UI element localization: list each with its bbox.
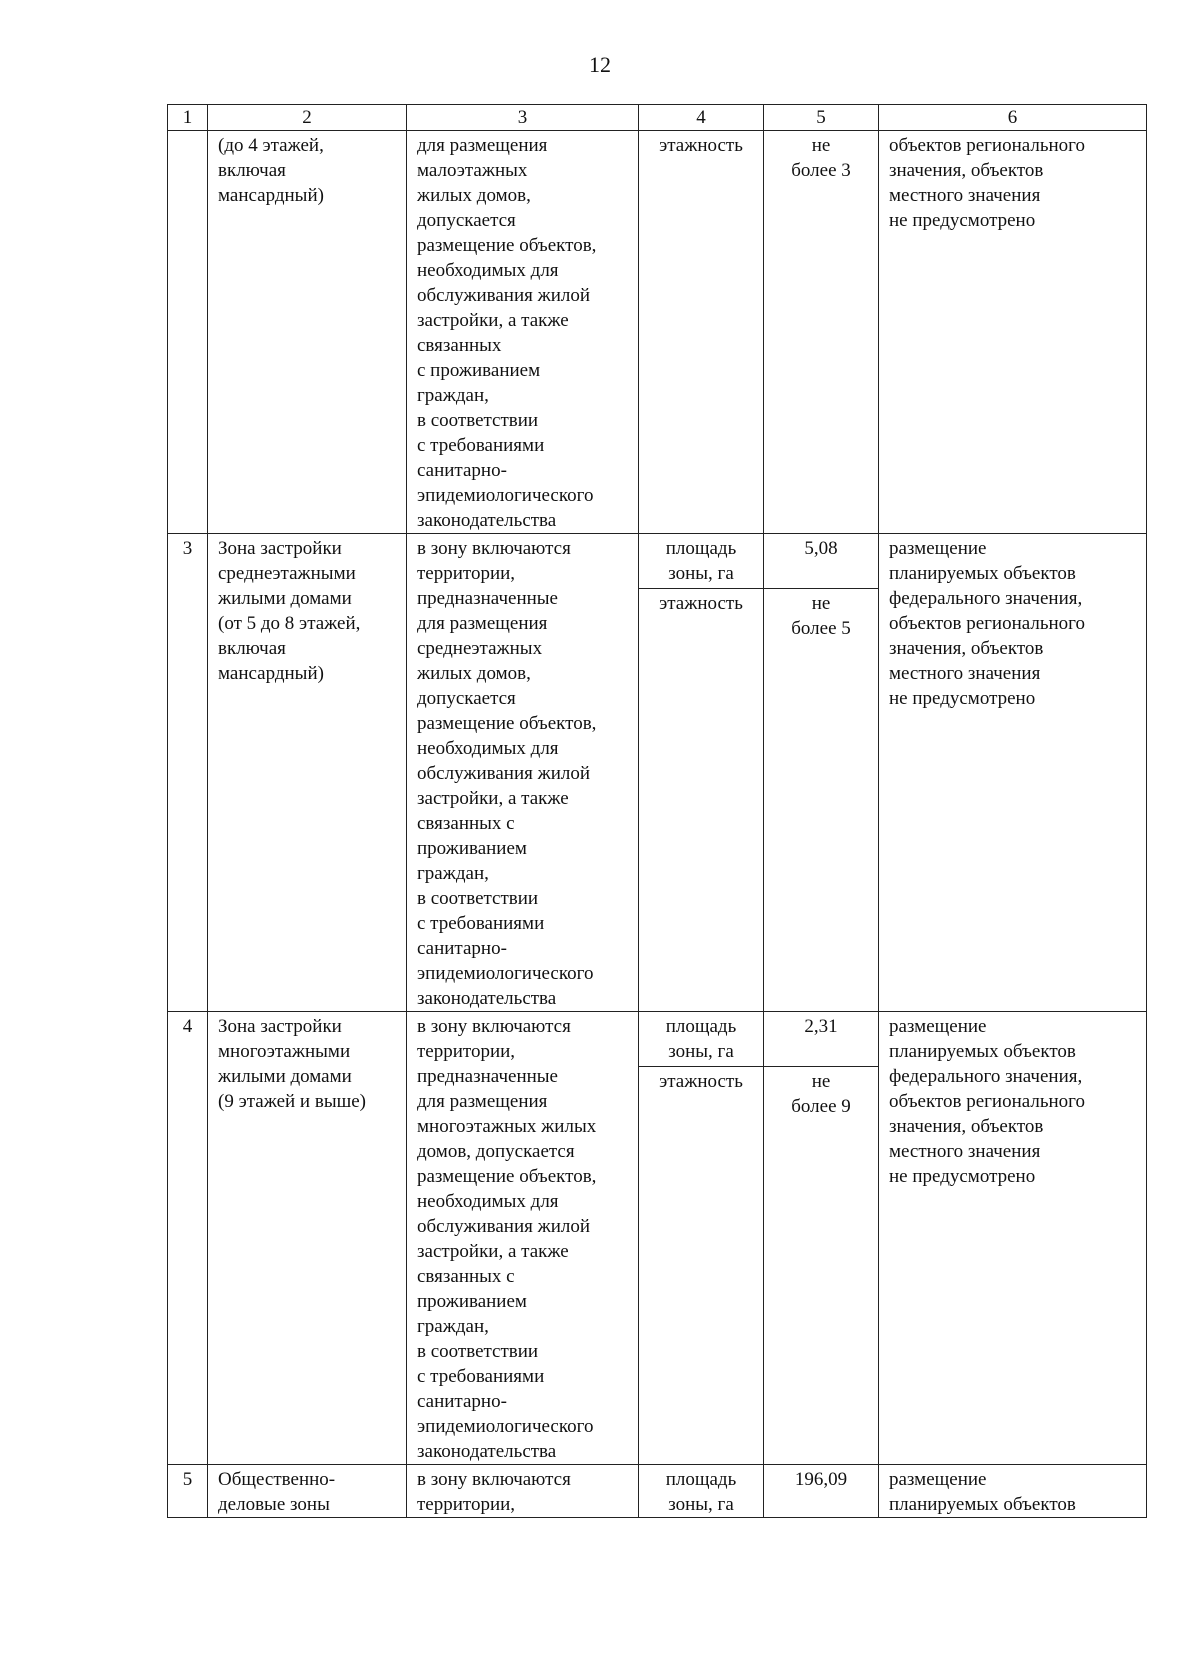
- notes-line: значения, объектов: [889, 160, 1044, 181]
- notes-line: планируемых объектов: [889, 1041, 1076, 1062]
- notes-line: местного значения: [889, 185, 1041, 206]
- zone-name-line: (до 4 этажей,: [218, 135, 324, 156]
- zone-description-line: для размещения: [417, 135, 548, 156]
- parameter-value-line: более 3: [791, 160, 851, 181]
- zone-name-line: включая: [218, 160, 286, 181]
- row-number-cell: [168, 131, 208, 534]
- zone-description-line: с требованиями: [417, 1366, 545, 1387]
- notes-line: планируемых объектов: [889, 1494, 1076, 1515]
- parameter-value-cell: [764, 1465, 879, 1518]
- zone-description-line: с проживанием: [417, 360, 541, 381]
- parameter-name-line: этажность: [659, 1071, 743, 1092]
- zone-description-line: размещение объектов,: [417, 713, 597, 734]
- zone-name-cell: [208, 1012, 407, 1465]
- notes-line: местного значения: [889, 1141, 1041, 1162]
- parameter-value-cell: [764, 534, 879, 1012]
- zone-description-line: необходимых для: [417, 1191, 559, 1212]
- notes-line: размещение: [889, 538, 987, 559]
- notes-cell: [879, 1012, 1147, 1465]
- zone-description-line: в зону включаются: [417, 1016, 571, 1037]
- notes-line: размещение: [889, 1469, 987, 1490]
- parameter-value-line: более 5: [791, 618, 851, 639]
- parameter-value-line: не: [811, 135, 831, 156]
- parameter-value: [764, 131, 878, 183]
- column-header: 5: [764, 105, 879, 131]
- column-header: 2: [208, 105, 407, 131]
- column-header: 1: [168, 105, 208, 131]
- column-header: 4: [639, 105, 764, 131]
- notes-line: планируемых объектов: [889, 563, 1076, 584]
- zone-description-line: санитарно-: [417, 1391, 507, 1412]
- zone-description-line: в зону включаются: [417, 538, 571, 559]
- zone-name-line: (9 этажей и выше): [218, 1091, 366, 1112]
- parameter-value-cell: [764, 131, 879, 534]
- zone-description-line: среднеэтажных: [417, 638, 543, 659]
- zone-description-line: домов, допускается: [417, 1141, 575, 1162]
- zone-description-line: обслуживания жилой: [417, 285, 591, 306]
- zone-description-line: в соответствии: [417, 1341, 539, 1362]
- row-number: 3: [182, 538, 193, 559]
- parameter-value-line: не: [811, 593, 831, 614]
- zone-description-line: эпидемиологического: [417, 485, 594, 506]
- notes-line: федерального значения,: [889, 588, 1083, 609]
- zone-description-line: проживанием: [417, 1291, 527, 1312]
- zone-name-line: включая: [218, 638, 286, 659]
- column-header: 3: [407, 105, 639, 131]
- table-row: [168, 534, 1147, 1012]
- parameter-name: [639, 1067, 763, 1094]
- zone-description-line: территории,: [417, 1494, 516, 1515]
- zone-name-line: жилыми домами: [218, 1066, 352, 1087]
- notes-line: значения, объектов: [889, 638, 1044, 659]
- parameter-value-line: 196,09: [794, 1469, 848, 1490]
- zone-description-line: допускается: [417, 688, 516, 709]
- parameter-value: [764, 1465, 878, 1492]
- zone-name-cell: [208, 1465, 407, 1518]
- notes-line: объектов регионального: [889, 1091, 1086, 1112]
- table-row: [168, 131, 1147, 534]
- parameter-value: [764, 589, 878, 641]
- zone-description-line: санитарно-: [417, 938, 507, 959]
- parameter-name-line: площадь: [665, 1469, 737, 1490]
- parameter-name-line: площадь: [665, 538, 737, 559]
- zone-description-line: для размещения: [417, 1091, 548, 1112]
- zone-description-line: предназначенные: [417, 588, 558, 609]
- parameter-value: [764, 1067, 878, 1119]
- zones-table: [167, 104, 1147, 1518]
- zone-description-cell: [407, 1465, 639, 1518]
- zone-name-cell: [208, 534, 407, 1012]
- zone-description-line: обслуживания жилой: [417, 763, 591, 784]
- zone-description-line: малоэтажных: [417, 160, 528, 181]
- zone-description-line: многоэтажных жилых: [417, 1116, 597, 1137]
- zone-description-line: жилых домов,: [417, 663, 531, 684]
- zone-name-line: мансардный): [218, 185, 324, 206]
- parameter-name: [639, 1012, 763, 1067]
- zone-description-line: территории,: [417, 1041, 516, 1062]
- table-row: [168, 1012, 1147, 1465]
- zone-description-line: необходимых для: [417, 260, 559, 281]
- zone-description-line: эпидемиологического: [417, 1416, 594, 1437]
- zone-description-line: жилых домов,: [417, 185, 531, 206]
- zone-description-line: размещение объектов,: [417, 1166, 597, 1187]
- zone-description-line: эпидемиологического: [417, 963, 594, 984]
- parameter-name-line: этажность: [659, 135, 743, 156]
- zone-description-line: законодательства: [417, 988, 557, 1009]
- row-number-cell: [168, 1012, 208, 1465]
- zone-description-line: связанных: [417, 335, 502, 356]
- parameter-value-line: 2,31: [804, 1016, 838, 1037]
- zone-description-line: необходимых для: [417, 738, 559, 759]
- parameter-name: [639, 131, 763, 158]
- notes-line: не предусмотрено: [889, 1166, 1036, 1187]
- parameter-value-cell: [764, 1012, 879, 1465]
- zone-description-line: связанных с: [417, 1266, 515, 1287]
- row-number: 4: [182, 1016, 193, 1037]
- zone-description-line: в соответствии: [417, 888, 539, 909]
- zone-description-line: законодательства: [417, 510, 557, 531]
- notes-line: федерального значения,: [889, 1066, 1083, 1087]
- zone-description-line: предназначенные: [417, 1066, 558, 1087]
- notes-line: объектов регионального: [889, 135, 1086, 156]
- parameter-name: [639, 589, 763, 616]
- zone-description-line: в соответствии: [417, 410, 539, 431]
- zone-description-line: проживанием: [417, 838, 527, 859]
- parameter-name: [639, 1465, 763, 1517]
- zone-description-line: законодательства: [417, 1441, 557, 1462]
- zone-name-line: Зона застройки: [218, 1016, 342, 1037]
- zone-description-cell: [407, 1012, 639, 1465]
- parameter-name-line: зоны, га: [668, 1041, 734, 1062]
- notes-line: не предусмотрено: [889, 210, 1036, 231]
- zone-description-cell: [407, 534, 639, 1012]
- zone-name-line: Общественно-: [218, 1469, 336, 1490]
- zone-description-line: допускается: [417, 210, 516, 231]
- parameter-name-cell: [639, 131, 764, 534]
- zone-description-line: с требованиями: [417, 913, 545, 934]
- zone-description-line: с требованиями: [417, 435, 545, 456]
- notes-line: размещение: [889, 1016, 987, 1037]
- parameter-name: [639, 534, 763, 589]
- parameter-value-line: 5,08: [804, 538, 838, 559]
- row-number-cell: [168, 1465, 208, 1518]
- parameter-name-line: зоны, га: [668, 563, 734, 584]
- zone-description-line: застройки, а также: [417, 310, 569, 331]
- zone-description-line: территории,: [417, 563, 516, 584]
- zone-description-line: граждан,: [417, 1316, 489, 1337]
- zone-description-line: граждан,: [417, 863, 489, 884]
- notes-line: объектов регионального: [889, 613, 1086, 634]
- parameter-name-cell: [639, 1012, 764, 1465]
- parameter-name-line: зоны, га: [668, 1494, 734, 1515]
- zone-description-line: размещение объектов,: [417, 235, 597, 256]
- zone-name-line: мансардный): [218, 663, 324, 684]
- zone-name-line: (от 5 до 8 этажей,: [218, 613, 361, 634]
- zone-name-line: многоэтажными: [218, 1041, 351, 1062]
- parameter-value: [764, 1012, 878, 1067]
- parameter-value-line: более 9: [791, 1096, 851, 1117]
- zone-description-line: граждан,: [417, 385, 489, 406]
- parameter-value: [764, 534, 878, 589]
- notes-cell: [879, 131, 1147, 534]
- notes-cell: [879, 534, 1147, 1012]
- notes-line: местного значения: [889, 663, 1041, 684]
- row-number: 5: [182, 1469, 193, 1490]
- zone-name-line: жилыми домами: [218, 588, 352, 609]
- zone-description-line: связанных с: [417, 813, 515, 834]
- zone-description-line: санитарно-: [417, 460, 507, 481]
- zone-name-line: среднеэтажными: [218, 563, 356, 584]
- parameter-name-cell: [639, 1465, 764, 1518]
- zone-name-line: деловые зоны: [218, 1494, 330, 1515]
- parameter-name-line: этажность: [659, 593, 743, 614]
- column-header: 6: [879, 105, 1147, 131]
- row-number-cell: [168, 534, 208, 1012]
- zone-description-line: обслуживания жилой: [417, 1216, 591, 1237]
- notes-line: не предусмотрено: [889, 688, 1036, 709]
- zone-description-line: в зону включаются: [417, 1469, 571, 1490]
- parameter-name-line: площадь: [665, 1016, 737, 1037]
- zone-description-line: застройки, а также: [417, 788, 569, 809]
- parameter-name-cell: [639, 534, 764, 1012]
- zone-description-cell: [407, 131, 639, 534]
- table-header-row: [168, 105, 1147, 131]
- parameter-value-line: не: [811, 1071, 831, 1092]
- notes-cell: [879, 1465, 1147, 1518]
- zone-name-line: Зона застройки: [218, 538, 342, 559]
- table-row: [168, 1465, 1147, 1518]
- zone-description-line: для размещения: [417, 613, 548, 634]
- zone-name-cell: [208, 131, 407, 534]
- page-number: 12: [589, 52, 611, 77]
- notes-line: значения, объектов: [889, 1116, 1044, 1137]
- zone-description-line: застройки, а также: [417, 1241, 569, 1262]
